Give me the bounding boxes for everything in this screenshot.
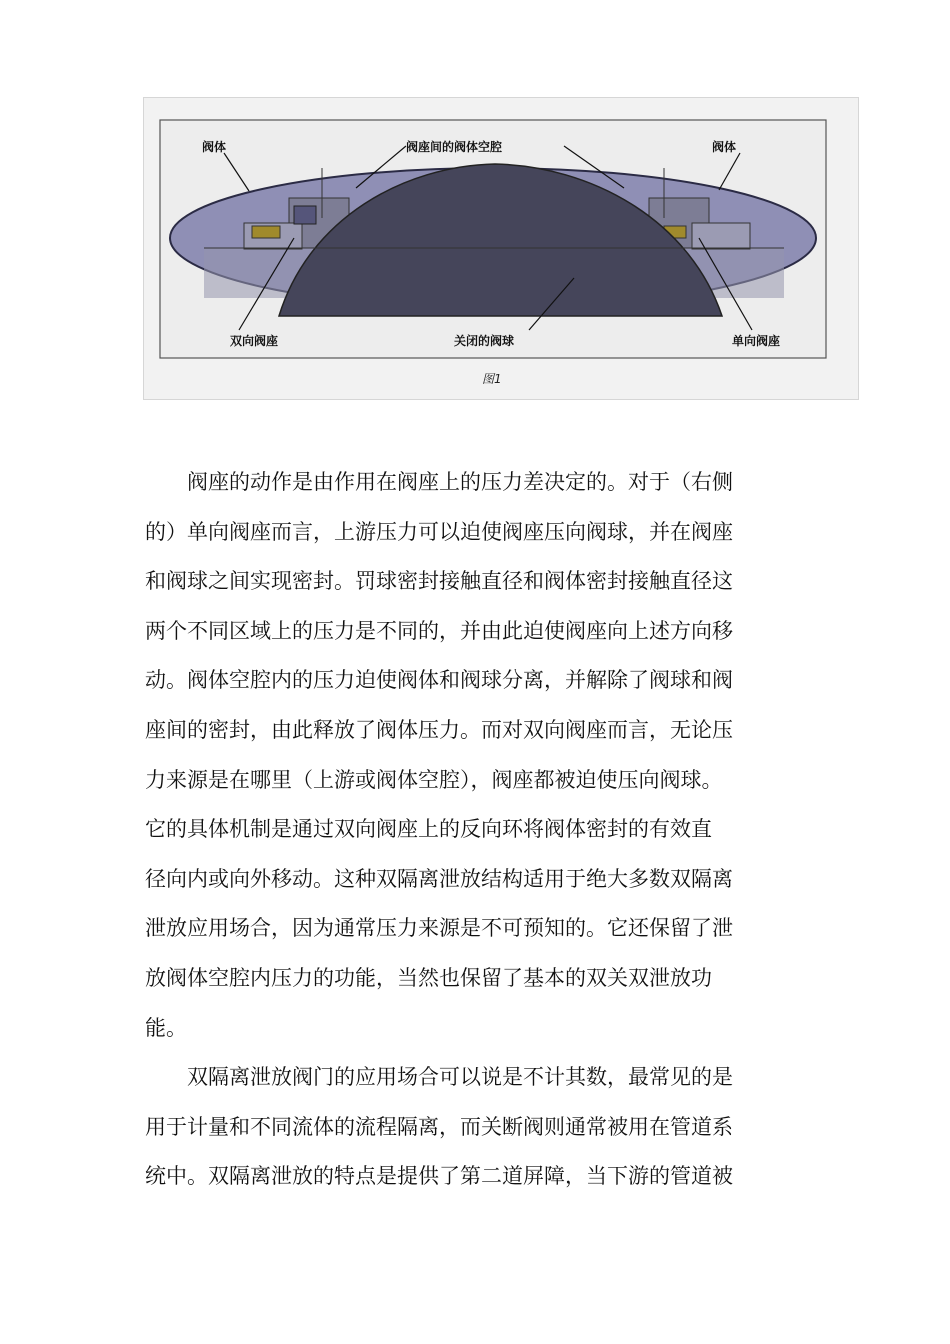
figure-caption: 图1	[482, 372, 502, 386]
text-line: 和阀球之间实现密封。罚球密封接触直径和阀体密封接触直径这	[145, 569, 733, 594]
text-line: 动。阀体空腔内的压力迫使阀体和阀球分离，并解除了阀球和阀	[145, 668, 733, 693]
label-single-seat: 单向阀座	[732, 334, 781, 348]
text-line: 座间的密封，由此释放了阀体压力。而对双向阀座而言，无论压	[145, 717, 733, 742]
text-line: 统中。双隔离泄放的特点是提供了第二道屏障，当下游的管道被	[145, 1164, 733, 1189]
text-line: 能。	[145, 1015, 187, 1040]
text-line: 放阀体空腔内压力的功能，当然也保留了基本的双关双泄放功	[145, 965, 712, 990]
paragraph-1	[145, 458, 810, 1053]
label-double-seat: 双向阀座	[230, 334, 279, 348]
label-valve-body-right: 阀体	[712, 140, 737, 154]
label-cavity: 阀座间的阀体空腔	[406, 140, 503, 154]
text-line: 阀座的动作是由作用在阀座上的压力差决定的。对于（右侧	[187, 470, 733, 494]
paragraph-2	[145, 1053, 810, 1202]
text-line: 力来源是在哪里（上游或阀体空腔），阀座都被迫使压向阀球。	[145, 767, 723, 792]
text-line: 泄放应用场合，因为通常压力来源是不可预知的。它还保留了泄	[145, 916, 733, 941]
valve-figure	[143, 97, 859, 400]
text-line: 双隔离泄放阀门的应用场合可以说是不计其数，最常见的是	[187, 1065, 733, 1090]
label-closed-ball: 关闭的阀球	[454, 334, 515, 348]
text-line: 的）单向阀座而言，上游压力可以迫使阀座压向阀球，并在阀座	[145, 519, 733, 544]
body-text	[145, 458, 810, 1202]
label-valve-body-left: 阀体	[202, 140, 227, 154]
text-line: 径向内或向外移动。这种双隔离泄放结构适用于绝大多数双隔离	[145, 866, 733, 891]
text-line: 它的具体机制是通过双向阀座上的反向环将阀体密封的有效直	[145, 817, 712, 842]
text-line: 用于计量和不同流体的流程隔离，而关断阀则通常被用在管道系	[145, 1114, 733, 1139]
text-line: 两个不同区域上的压力是不同的，并由此迫使阀座向上述方向移	[145, 618, 733, 643]
